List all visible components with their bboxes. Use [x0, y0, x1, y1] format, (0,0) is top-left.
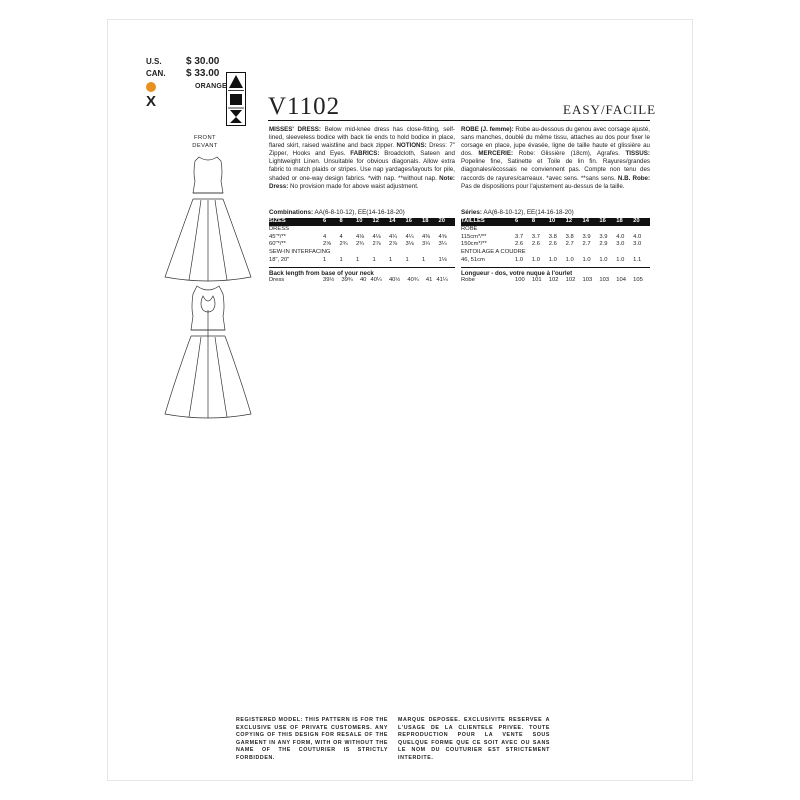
table-cell: 4.0 — [633, 233, 642, 240]
table-cell: 4⅜ — [422, 233, 431, 240]
combinations-label: Combinations: — [269, 209, 314, 216]
section-title: SEW-IN INTERFACING — [269, 249, 331, 256]
legal-notice-fr: MARQUE DEPOSEE. EXCLUSIVITE RESERVEE A L'USAGE DE LA CLIENTELE PRIVEE. TOUTE REPRODUCTION POUR LA VENTE SOUS QUELQUE FORME QUE CE SOIT AVEC OU SANS LE NOM DU COUTURIER EST STRICTEMENT INTERDITE. — [398, 717, 550, 761]
table-cell: 1 — [323, 256, 327, 263]
table-cell: 100 — [515, 276, 525, 283]
dress-text: Below mid-knee dress has close-fitting, self-lined, sleeveless bodice with back tie ends to hold bodice in place, flared skirt, raised waistline and back zipper. — [269, 126, 455, 150]
table-cell: 2.6 — [515, 241, 524, 248]
table-cell: 2⅞ — [372, 241, 381, 248]
mercerie-label: MERCERIE: — [478, 150, 514, 158]
table-cell: 4 — [323, 233, 327, 240]
table-cell: 2.6 — [548, 241, 557, 248]
table-cell: 104 — [616, 276, 626, 283]
figure-shape-icon — [227, 73, 245, 125]
table-cell: 2.6 — [531, 241, 540, 248]
table-row — [269, 241, 455, 249]
table-cell: 102 — [548, 276, 559, 283]
pattern-number: V1102 — [268, 93, 341, 120]
section-title: ENTOILAGE A COUDRE — [461, 249, 526, 256]
table-cell: 40¼ — [370, 276, 382, 283]
front-label-en: FRONT — [194, 135, 216, 141]
difficulty-mark: X — [146, 93, 157, 110]
english-yardage-table-wrap — [269, 218, 455, 285]
table-cell: 2¾ — [356, 241, 365, 248]
table-cell: 1 — [389, 256, 393, 263]
table-cell: 41 — [425, 276, 433, 283]
table-cell: 1 — [405, 256, 409, 263]
table-cell: 1.1 — [633, 256, 642, 263]
table-header-cell: SIZES — [269, 218, 323, 226]
table-section-row — [461, 249, 650, 257]
table-cell: 2.9 — [599, 241, 608, 248]
table-cell: 3¼ — [422, 241, 431, 248]
table-cell: 3.9 — [582, 233, 591, 240]
table-cell: 1 — [356, 256, 360, 263]
row-label: 115cm*/** — [461, 233, 487, 240]
table-cell: 4¼ — [405, 233, 414, 240]
front-view-label — [185, 135, 225, 150]
table-header-cell: 10 — [549, 218, 566, 226]
english-description — [269, 126, 455, 191]
table-header-cell: TAILLES — [461, 218, 515, 226]
table-cell: 103 — [599, 276, 610, 283]
table-cell: 39½ — [323, 276, 335, 283]
table-header-cell: 18 — [616, 218, 633, 226]
table-header-cell: 12 — [373, 218, 390, 226]
combinations — [269, 209, 405, 216]
table-cell: 2¾ — [339, 241, 348, 248]
table-cell: 3.7 — [531, 233, 540, 240]
table-header-row — [461, 218, 650, 226]
back-view-drawing — [163, 284, 253, 422]
table-cell: 3.9 — [599, 233, 608, 240]
table-section-row — [269, 249, 455, 257]
table-header-cell: 8 — [532, 218, 549, 226]
tissus-text: Popeline fine, Satinette et Toile de lin fin. Rayures/grandes diagonales/écossais ne conviennent pas. Compte non tenu des raccords de rayures/carreaux. *avec sens. **sans sens. — [461, 158, 650, 182]
dress-label: MISSES' DRESS: — [269, 126, 321, 133]
table-header-cell: 6 — [515, 218, 532, 226]
front-label-fr: DEVANT — [192, 142, 218, 149]
pattern-envelope-back — [108, 20, 692, 780]
front-view-drawing — [163, 153, 253, 283]
table-cell: 105 — [633, 276, 643, 283]
table-cell: 103 — [582, 276, 593, 283]
table-header-cell: 20 — [633, 218, 650, 226]
table-cell: 1.0 — [616, 256, 625, 263]
nb-label: N.B. Robe: — [617, 174, 650, 182]
table-cell: 1.0 — [515, 256, 524, 263]
table-header-cell: 10 — [356, 218, 373, 226]
table-row — [461, 277, 650, 285]
table-cell: 4⅝ — [438, 233, 447, 240]
series — [461, 209, 574, 216]
table-cell: 4⅛ — [356, 233, 365, 240]
us-price-label: U.S. — [146, 57, 162, 66]
table-row — [461, 241, 650, 249]
table-cell: 1.0 — [548, 256, 557, 263]
row-label: 150cm*/** — [461, 241, 487, 248]
table-section-row — [461, 226, 650, 234]
table-header-cell: 14 — [389, 218, 406, 226]
fabrics-text: Broadcloth, Sateen and Lightweight Linen. Unsuitable for obvious diagonals. Allow extra fabric to match plaids or stripes. Use nap yardages/layouts for pile, shaded or one-way design fabrics. *with nap. **without nap. — [269, 150, 455, 182]
fabrics-label: FABRICS: — [350, 150, 380, 158]
row-label: 60"*/** — [269, 241, 286, 248]
mercerie-text: Robe: Glissière (18cm), Agrafes. — [518, 150, 620, 158]
table-header-cell: 16 — [599, 218, 616, 226]
table-cell: 3.7 — [515, 233, 524, 240]
tissus-label: TISSUS: — [625, 150, 650, 158]
table-cell: 1 — [339, 256, 343, 263]
table-cell: 41¼ — [436, 276, 448, 283]
row-label: 45"*/** — [269, 233, 286, 240]
row-label: Dress — [269, 276, 285, 283]
back-length-title-fr: Longueur - dos, votre nuque à l'ourlet — [461, 269, 573, 277]
table-cell: 1.0 — [582, 256, 591, 263]
table-cell: 2.7 — [565, 241, 574, 248]
table-cell: 1 — [372, 256, 376, 263]
table-cell: 3.0 — [616, 241, 625, 248]
header-rule — [268, 120, 650, 121]
us-price: $ 30.00 — [186, 56, 220, 67]
table-cell: 3.8 — [548, 233, 557, 240]
table-cell: 1.0 — [565, 256, 574, 263]
series-text: AA(6-8-10-12), EE(14-16-18-20) — [483, 209, 574, 216]
table-section-row — [269, 226, 455, 234]
table-cell: 40 — [359, 276, 367, 283]
table-header-cell: 20 — [439, 218, 456, 226]
table-cell: 102 — [565, 276, 576, 283]
table-row — [269, 234, 455, 242]
note-text: No provision made for above waist adjustment. — [290, 182, 419, 190]
table-cell: 2⅞ — [389, 241, 398, 248]
table-cell: 3¼ — [438, 241, 447, 248]
french-back-length-table — [461, 277, 650, 285]
table-header-cell: 6 — [323, 218, 340, 226]
table-header-cell: 14 — [583, 218, 600, 226]
combinations-text: AA(6-8-10-12), EE(14-16-18-20) — [314, 209, 405, 216]
table-row — [269, 277, 455, 285]
robe-text: Robe au-dessous du genou avec corsage ajusté, sans manches, doublé du même tissu, attaches au dos pour fixer le corsage en place, jupe évasée, ligne de taille haute et glissière au dos. — [461, 126, 650, 158]
table-row — [461, 257, 650, 265]
notions-text: Dress: 7" Zipper, Hooks and Eyes. — [269, 142, 455, 158]
can-price-label: CAN. — [146, 69, 166, 78]
nb-text: Pas de dispositions pour l'ajustement au-dessus de la taille. — [461, 182, 625, 190]
section-title: ROBE — [461, 225, 478, 232]
section-title: DRESS — [269, 225, 289, 232]
table-cell: 3⅛ — [405, 241, 414, 248]
back-length-title: Back length from base of your neck — [269, 269, 374, 277]
row-label: 18", 20" — [269, 256, 290, 263]
color-label: ORANGE — [195, 83, 227, 90]
french-description — [461, 126, 650, 191]
table-row — [461, 234, 650, 242]
table-cell: 3.8 — [565, 233, 574, 240]
french-yardage-table-wrap — [461, 218, 650, 285]
table-cell: 40½ — [388, 276, 401, 283]
row-label: Robe — [461, 276, 475, 283]
table-cell: 2.7 — [582, 241, 591, 248]
can-price: $ 33.00 — [186, 68, 220, 79]
table-cell: 1.0 — [599, 256, 608, 263]
robe-label: ROBE (J. femme): — [461, 126, 514, 133]
table-rule — [461, 267, 650, 268]
table-cell: 4⅛ — [372, 233, 381, 240]
notions-label: NOTIONS: — [396, 142, 427, 150]
table-cell: 1.0 — [531, 256, 540, 263]
table-header-cell: 8 — [340, 218, 357, 226]
table-cell: 39¾ — [341, 276, 353, 283]
english-yardage-table — [269, 218, 455, 265]
english-back-length-table — [269, 277, 455, 285]
table-cell: 101 — [531, 276, 542, 283]
table-cell: 2⅝ — [323, 241, 332, 248]
note-label: Note: Dress: — [269, 174, 455, 190]
french-yardage-table — [461, 218, 650, 265]
table-header-cell: 18 — [422, 218, 439, 226]
table-cell: 1 — [422, 256, 426, 263]
table-cell: 4.0 — [616, 233, 625, 240]
table-cell: 1⅛ — [438, 256, 447, 263]
table-row — [269, 257, 455, 265]
table-cell: 3.0 — [633, 241, 642, 248]
difficulty-label: EASY/FACILE — [563, 102, 657, 117]
table-cell: 40¾ — [407, 276, 419, 283]
table-header-cell: 16 — [406, 218, 423, 226]
table-cell: 4 — [339, 233, 343, 240]
series-label: Séries: — [461, 209, 483, 216]
table-rule — [269, 267, 455, 268]
color-dot-icon — [146, 82, 156, 92]
table-cell: 4¼ — [389, 233, 398, 240]
legal-notice-en: REGISTERED MODEL: THIS PATTERN IS FOR THE EXCLUSIVE USE OF PRIVATE CUSTOMERS. ANY COPYING OF THIS DESIGN FOR RESALE OF THE GARMENT IN ANY FORM, WITH OR WITHOUT THE NAME OF THE COUTURIER IS STRICTLY FORBIDDEN. — [236, 717, 388, 761]
row-label: 46, 51cm — [461, 256, 485, 263]
table-header-cell: 12 — [566, 218, 583, 226]
figure-type-icons — [226, 72, 246, 126]
table-header-row — [269, 218, 455, 226]
